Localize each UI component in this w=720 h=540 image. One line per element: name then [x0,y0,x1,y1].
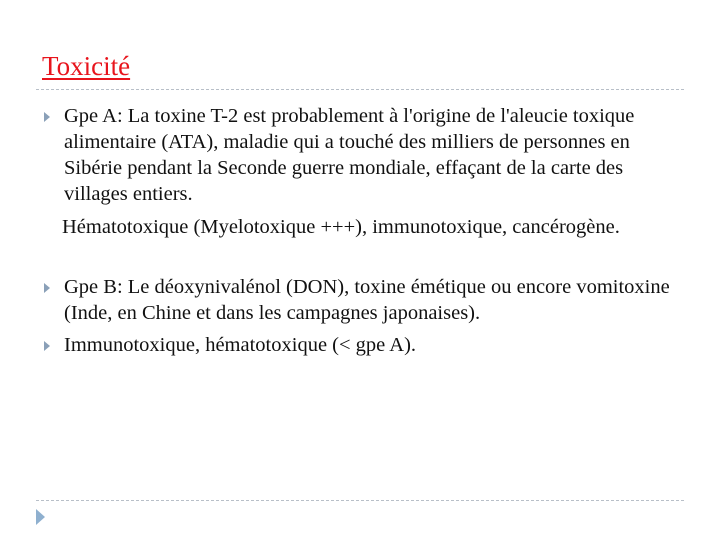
slide-body [42,103,682,358]
bullet-text: Immunotoxique, hématotoxique (< gpe A). [64,334,417,356]
bullet-item [42,274,682,326]
bullet-item [42,103,682,207]
sub-paragraph-text: Hématotoxique (Myelotoxique +++), immunotoxique, cancérogène. [62,216,620,238]
slide-title: Toxicité [42,51,131,81]
sub-paragraph [42,214,682,240]
title-divider [36,89,684,90]
spacer [42,240,682,274]
bullet-icon [44,112,50,122]
footer-divider [36,500,684,501]
bullet-icon [44,341,50,351]
bullet-text: Gpe A: La toxine T-2 est probablement à l'origine de l'aleucie toxique alimentaire (ATA), maladie qui a touché des milliers de personnes en Sibérie pendant la Seconde guerre mondiale, effaçant de la carte des villages entiers. [64,105,635,205]
bullet-text: Gpe B: Le déoxynivalénol (DON), toxine émétique ou encore vomitoxine (Inde, en Chine et dans les campagnes japonaises). [64,276,670,324]
triangle-right-icon [36,509,45,525]
bullet-item [42,332,682,358]
bullet-icon [44,283,50,293]
